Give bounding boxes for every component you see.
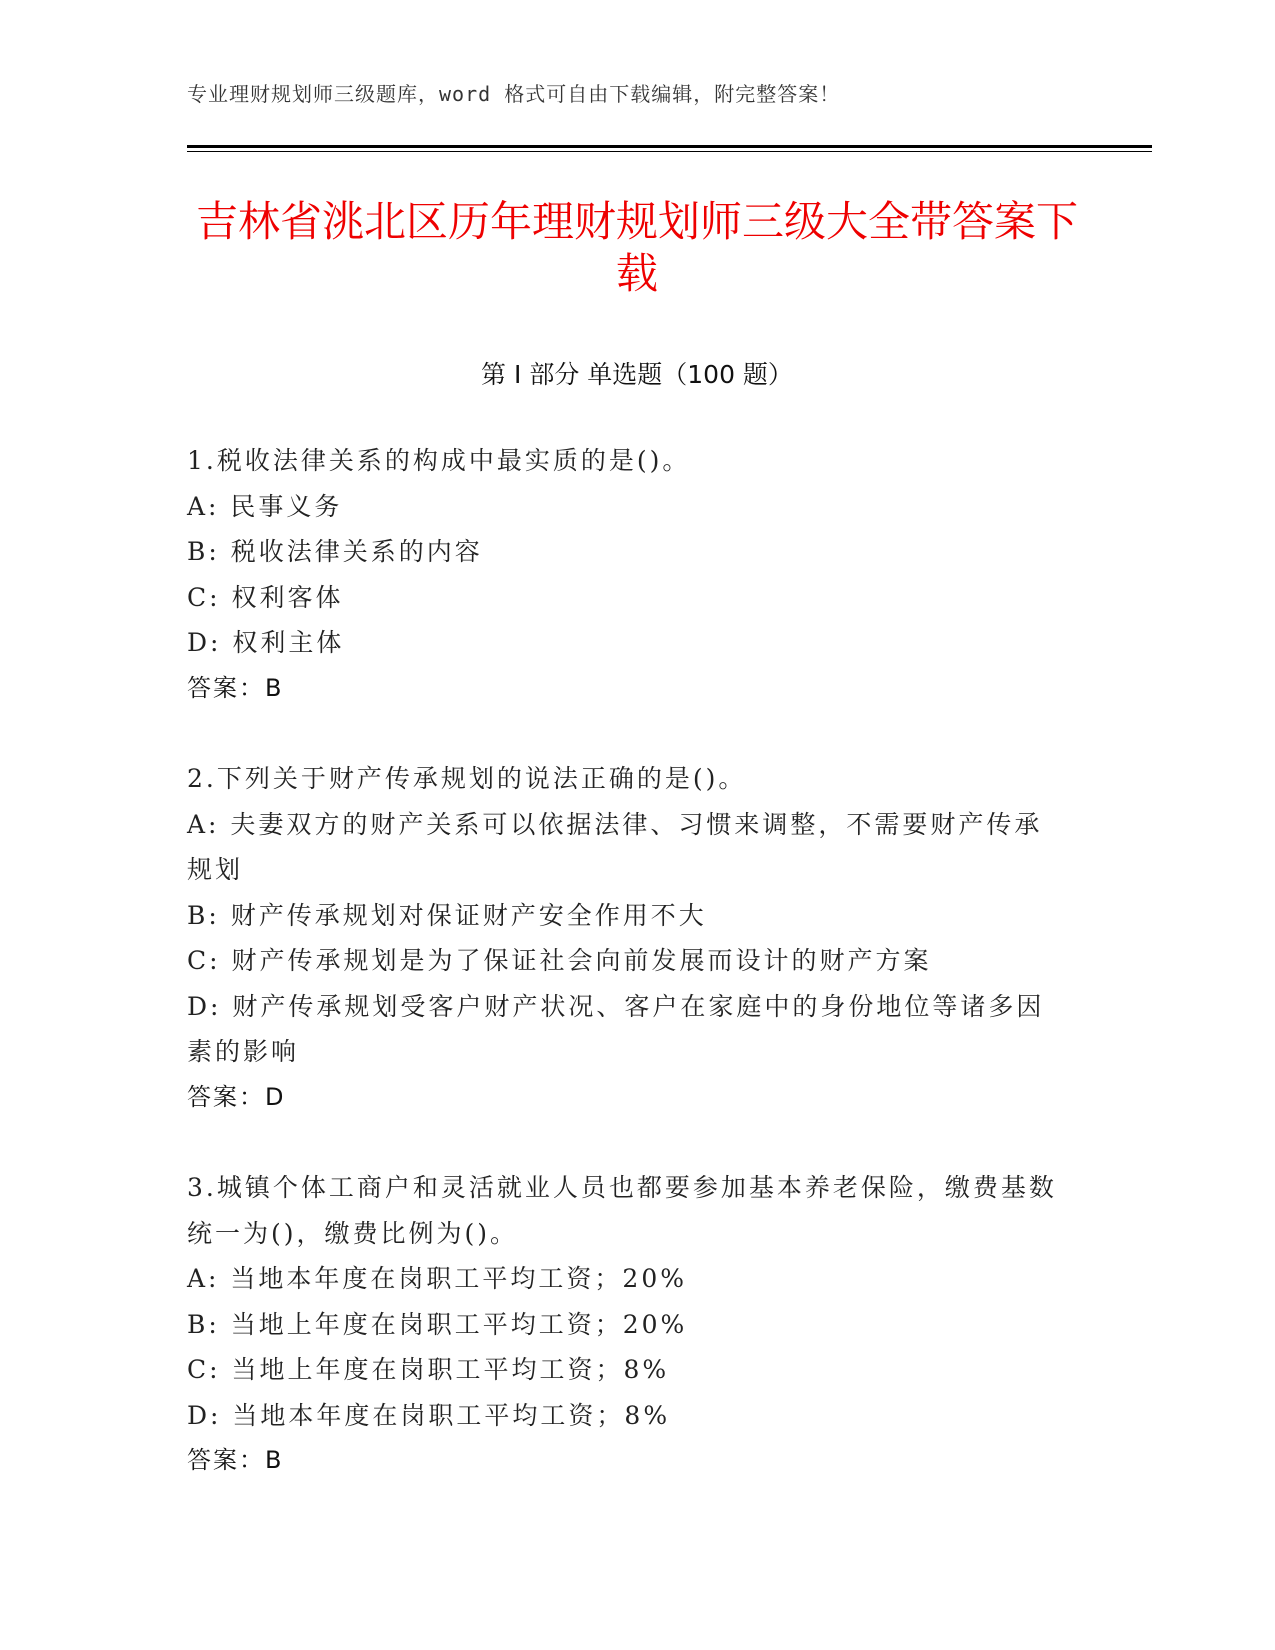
answer: 答案：B: [187, 673, 284, 702]
answer: 答案：D: [187, 1082, 286, 1111]
question-2: [187, 756, 1067, 1120]
option-c: C: 权利客体: [187, 582, 344, 612]
header-divider-thin: [187, 151, 1152, 152]
option-a: A: 民事义务: [187, 491, 343, 521]
option-b: B: 税收法律关系的内容: [187, 537, 483, 566]
option-d: D: 当地本年度在岗职工平均工资；8%: [187, 1400, 671, 1430]
header-note: 专业理财规划师三级题库，word 格式可自由下载编辑，附完整答案！: [187, 82, 841, 106]
question-stem: 3.城镇个体工商户和灵活就业人员也都要参加基本养老保险，缴费基数统一为()，缴费比例为()。: [187, 1173, 1057, 1248]
option-d: D: 权利主体: [187, 628, 345, 657]
question-stem: 2.下列关于财产传承规划的说法正确的是()。: [187, 764, 747, 793]
question-1: [187, 438, 1067, 711]
question-list: [187, 438, 1067, 1529]
header-divider-thick: [187, 145, 1152, 148]
document-title: 吉林省洮北区历年理财规划师三级大全带答案下载: [195, 197, 1078, 298]
question-stem: 1.税收法律关系的构成中最实质的是()。: [187, 446, 691, 475]
answer: 答案：B: [187, 1446, 284, 1474]
option-b: B: 财产传承规划对保证财产安全作用不大: [187, 900, 707, 930]
section-heading: 第 I 部分 单选题（100 题）: [481, 360, 793, 389]
option-a: A: 夫妻双方的财产关系可以依据法律、习惯来调整，不需要财产传承规划: [187, 809, 1043, 884]
option-b: B: 当地上年度在岗职工平均工资；20%: [187, 1309, 688, 1339]
option-c: C: 财产传承规划是为了保证社会向前发展而设计的财产方案: [187, 946, 932, 975]
option-a: A: 当地本年度在岗职工平均工资；20%: [187, 1264, 687, 1293]
option-c: C: 当地上年度在岗职工平均工资；8%: [187, 1355, 670, 1384]
option-d: D: 财产传承规划受客户财产状况、客户在家庭中的身份地位等诸多因素的影响: [187, 991, 1045, 1066]
question-3: [187, 1165, 1067, 1484]
